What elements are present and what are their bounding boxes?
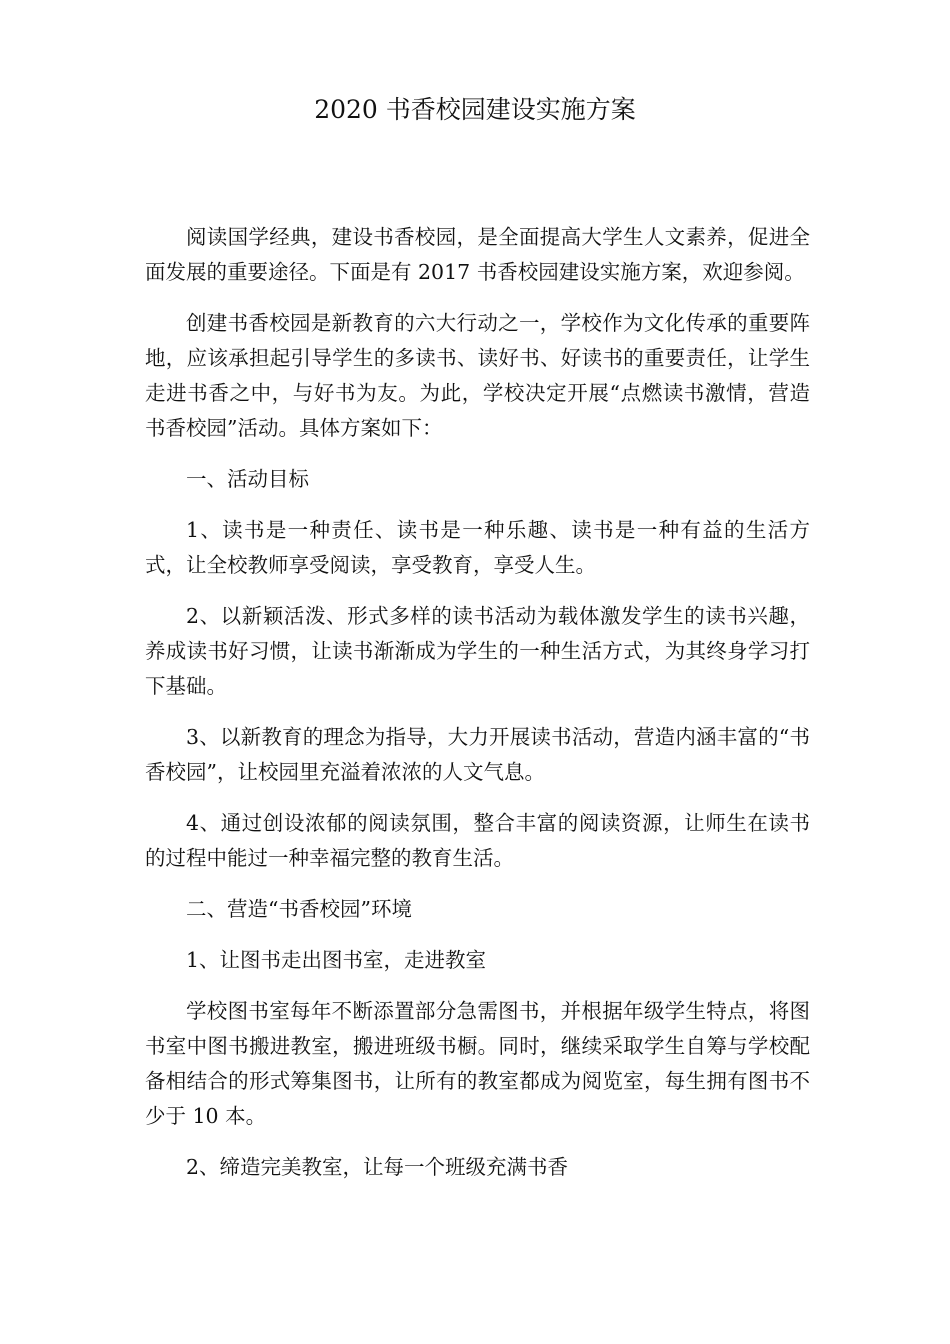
goal-item-1: 1、读书是一种责任、读书是一种乐趣、读书是一种有益的生活方式，让全校教师享受阅读，享受教育，享受人生。 bbox=[145, 518, 810, 577]
document-title: 2020 书香校园建设实施方案 bbox=[314, 95, 636, 124]
section-heading-goals: 一、活动目标 bbox=[186, 467, 309, 491]
subsection-heading-library: 1、让图书走出图书室，走进教室 bbox=[186, 948, 487, 972]
subsection-heading-classroom: 2、缔造完美教室，让每一个班级充满书香 bbox=[186, 1155, 569, 1179]
background-paragraph: 创建书香校园是新教育的六大行动之一，学校作为文化传承的重要阵地，应该承担起引导学生的多读书、读好书、好读书的重要责任，让学生走进书香之中，与好书为友。为此，学校决定开展“点燃读书激情，营造书香校园”活动。具体方案如下： bbox=[145, 311, 810, 440]
library-paragraph: 学校图书室每年不断添置部分急需图书，并根据年级学生特点，将图书室中图书搬进教室，搬进班级书橱。同时，继续采取学生自筹与学校配备相结合的形式筹集图书，让所有的教室都成为阅览室，每生拥有图书不少于 10 本。 bbox=[145, 999, 810, 1128]
goal-item-4: 4、通过创设浓郁的阅读氛围，整合丰富的阅读资源，让师生在读书的过程中能过一种幸福完整的教育生活。 bbox=[145, 811, 810, 870]
intro-paragraph: 阅读国学经典，建设书香校园，是全面提高大学生人文素养，促进全面发展的重要途径。下面是有 2017 书香校园建设实施方案，欢迎参阅。 bbox=[145, 225, 810, 284]
goal-item-3: 3、以新教育的理念为指导，大力开展读书活动，营造内涵丰富的“书香校园”，让校园里充溢着浓浓的人文气息。 bbox=[145, 725, 810, 784]
goal-item-2: 2、以新颖活泼、形式多样的读书活动为载体激发学生的读书兴趣，养成读书好习惯，让读书渐渐成为学生的一种生活方式，为其终身学习打下基础。 bbox=[145, 604, 810, 698]
document-body bbox=[145, 220, 810, 1201]
section-heading-environment: 二、营造“书香校园”环境 bbox=[186, 897, 412, 921]
